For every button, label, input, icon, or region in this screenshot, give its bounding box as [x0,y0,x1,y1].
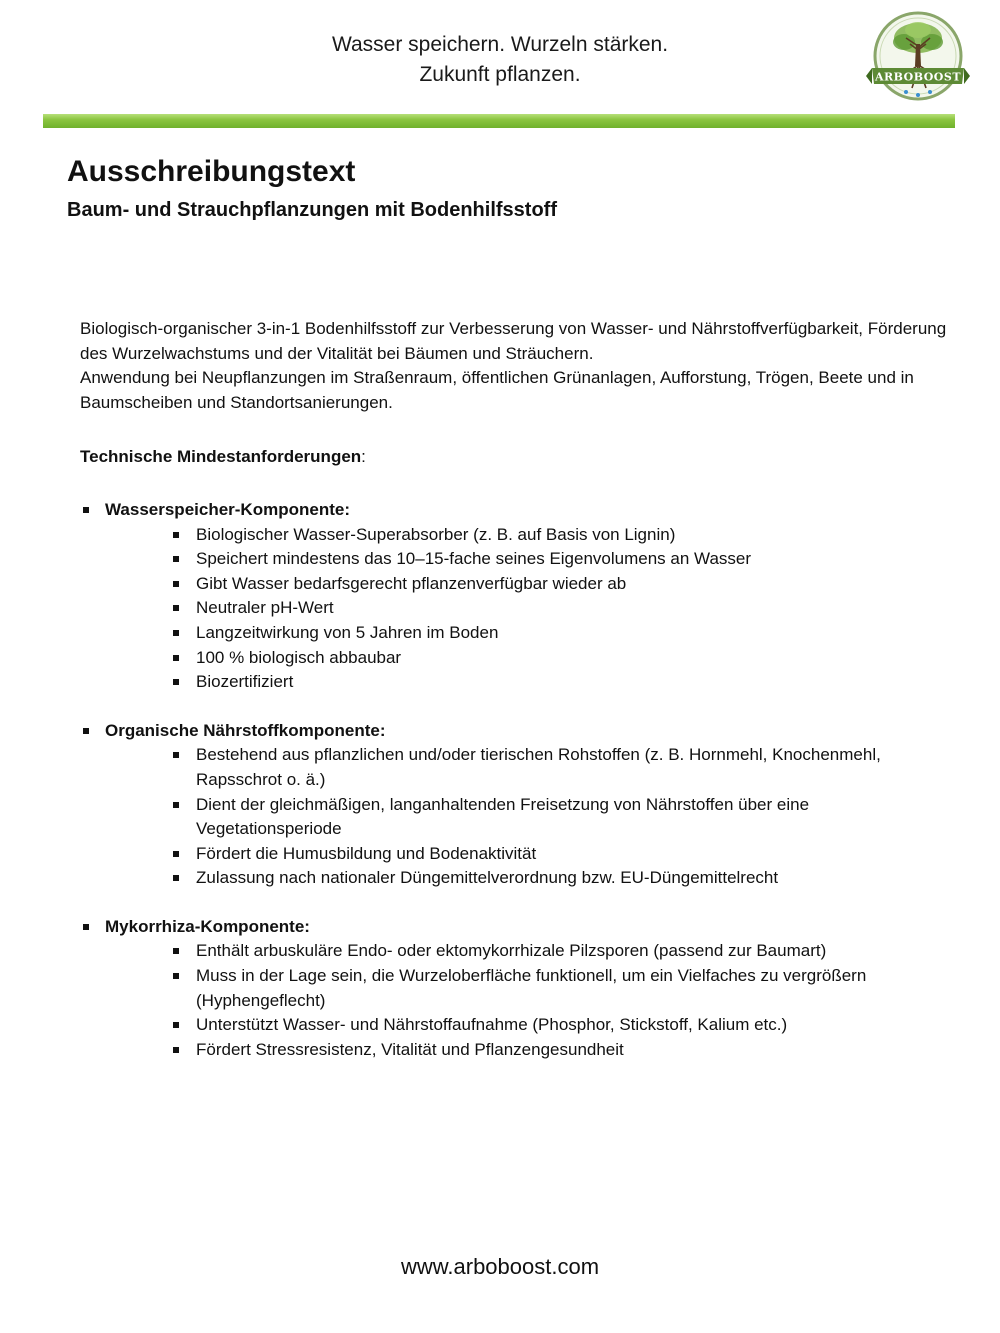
list-item: Speichert mindestens das 10–15-fache seines Eigenvolumens an Wasser [171,547,950,572]
list-item: Fördert die Humusbildung und Bodenaktivität [171,842,950,867]
requirements-list [80,498,950,1062]
list-item: 100 % biologisch abbaubar [171,646,950,671]
intro-paragraph: Biologisch-organischer 3-in-1 Bodenhilfsstoff zur Verbesserung von Wasser- und Nährstoffverfügbarkeit, Förderung des Wurzelwachstums und der Vitalität bei Bäumen und Sträuchern. [80,319,947,363]
page-title: Ausschreibungstext [67,155,356,188]
header-tagline [200,30,800,90]
section-title: Organische Nährstoffkomponente: [105,720,386,740]
intro-text [80,317,950,415]
list-item: Langzeitwirkung von 5 Jahren im Boden [171,621,950,646]
requirements-heading [80,445,950,470]
section-title: Mykorrhiza-Komponente: [105,916,310,936]
list-item: Enthält arbuskuläre Endo- oder ektomykorrhizale Pilzsporen (passend zur Baumart) [171,939,950,964]
list-item: Unterstützt Wasser- und Nährstoffaufnahme (Phosphor, Stickstoff, Kalium etc.) [171,1013,950,1038]
list-item: Zulassung nach nationaler Düngemittelverordnung bzw. EU-Düngemittelrecht [171,866,950,891]
list-item: Fördert Stressresistenz, Vitalität und Pflanzengesundheit [171,1038,950,1063]
list-item: Gibt Wasser bedarfsgerecht pflanzenverfügbar wieder ab [171,572,950,597]
footer-website-link[interactable]: www.arboboost.com [400,1254,600,1279]
section-mycorrhiza [80,915,950,1063]
list-item: Bestehend aus pflanzlichen und/oder tierischen Rohstoffen (z. B. Hornmehl, Knochenmehl, Rapsschrot o. ä.) [171,743,950,792]
list-item: Biozertifiziert [171,670,950,695]
list-item: Muss in der Lage sein, die Wurzeloberfläche funktionell, um ein Vielfaches zu vergrößern (Hyphengeflecht) [171,964,950,1013]
section-title: Wasserspeicher-Komponente: [105,499,350,519]
page-subtitle: Baum- und Strauchpflanzungen mit Bodenhilfsstoff [67,199,557,221]
section-organic-nutrients [80,719,950,891]
section-items [105,743,950,891]
section-water-storage [80,498,950,695]
list-item: Dient der gleichmäßigen, langanhaltenden Freisetzung von Nährstoffen über eine Vegetationsperiode [171,793,950,842]
list-item: Biologischer Wasser-Superabsorber (z. B. auf Basis von Lignin) [171,523,950,548]
document-body [80,317,950,1086]
tagline-line-2: Zukunft pflanzen. [419,63,581,86]
logo-text: ARBOBOOST [874,70,962,84]
arboboost-logo [866,10,970,108]
requirements-heading-text: Technische Mindestanforderungen [80,447,362,467]
intro-paragraph: Anwendung bei Neupflanzungen im Straßenraum, öffentlichen Grünanlagen, Aufforstung, Trögen, Beete und in Baumscheiben und Standortsanierungen. [80,368,914,412]
requirements-heading-colon: : [361,447,366,467]
section-items [105,523,950,695]
list-item: Neutraler pH-Wert [171,596,950,621]
section-items [105,939,950,1062]
tagline-line-1: Wasser speichern. Wurzeln stärken. [331,33,669,56]
header-divider-bar [43,114,955,128]
